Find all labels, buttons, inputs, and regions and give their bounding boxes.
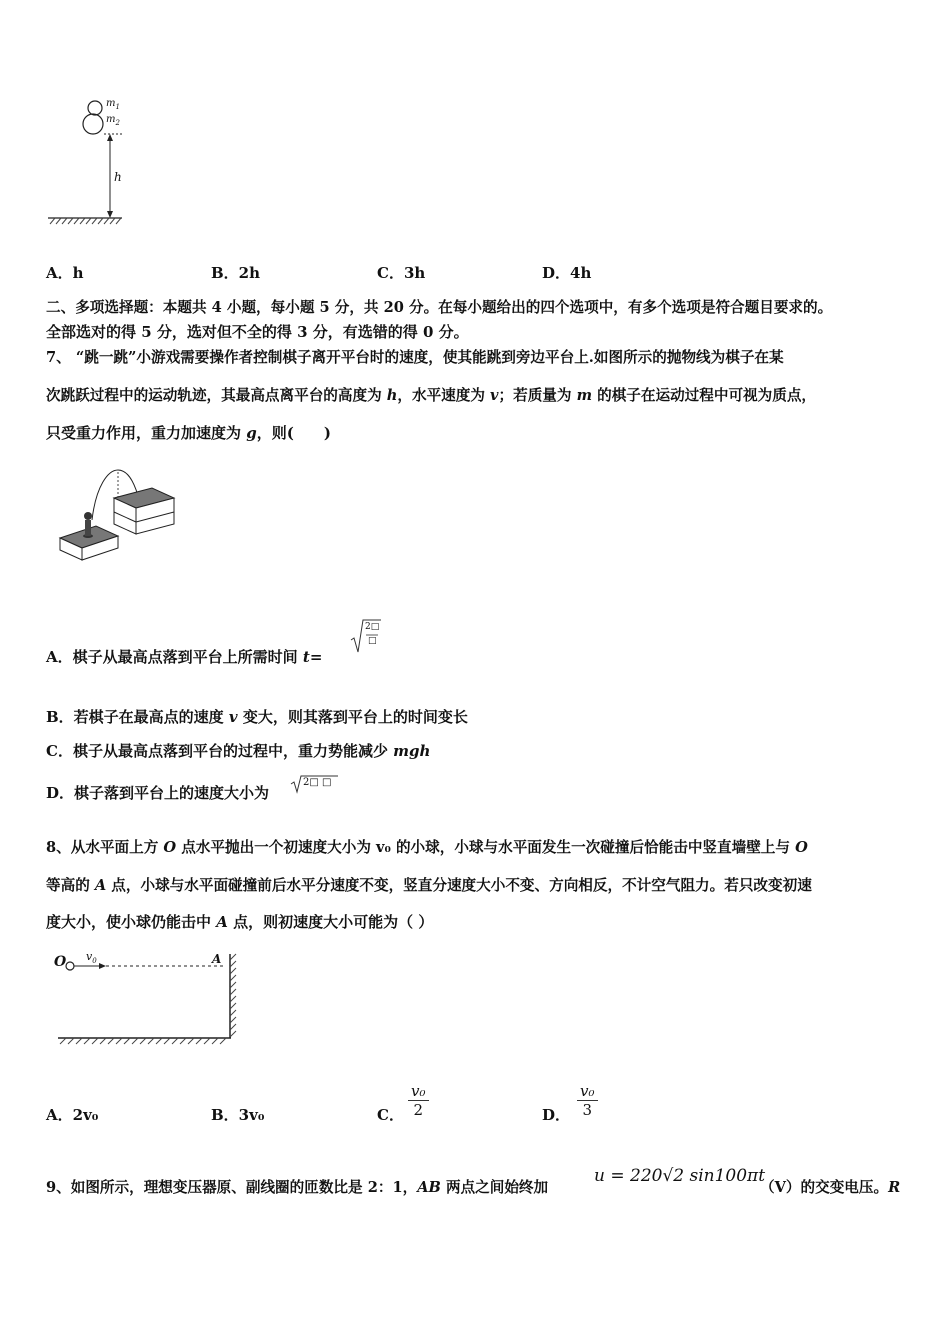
q8-line3: 度大小，使小球仍能击中 A 点，则初速度大小可能为（ ） <box>46 913 434 931</box>
q7-option-d-sqrt: 2□ □ <box>290 774 340 794</box>
q9-formula: u = 220√2 sin100πt <box>594 1166 766 1186</box>
piece-head <box>84 512 92 520</box>
wall-hatch <box>230 954 236 1037</box>
q9-line1: 9、如图所示，理想变压器原、副线圈的匝数比是 2：1，AB 两点之间始终加 <box>46 1179 549 1196</box>
ball-m1 <box>88 101 102 115</box>
label-o: O <box>54 954 67 970</box>
ground-hatch <box>50 218 121 224</box>
q6-option-a: A．h <box>46 264 84 282</box>
q7-option-a-sqrt: 2□ □ <box>350 618 382 654</box>
ball <box>66 962 74 970</box>
q8-line2: 等高的 A 点，小球与水平面碰撞前后水平分速度不变，竖直分速度大小不变、方向相反，不计空气阻力。若只改变初速 <box>46 877 812 894</box>
label-a: A <box>212 952 222 966</box>
q8-option-b: B．3v₀ <box>211 1106 265 1124</box>
q6-option-b: B．2h <box>211 264 261 282</box>
arrow-head-top <box>107 134 113 141</box>
q6-option-c: C．3h <box>377 264 426 282</box>
section2-line2: 全部选对的得 5 分，选对但不全的得 3 分，有选错的得 0 分。 <box>46 323 469 341</box>
q8-option-d-frac: $\frac{\text{v₀}}{3}$ <box>577 1082 598 1119</box>
q7-figure <box>56 466 186 562</box>
q8-option-d: D． <box>542 1106 571 1124</box>
q8-option-a: A．2v₀ <box>46 1106 99 1124</box>
ball-m2 <box>83 114 103 134</box>
arrow-head-bottom <box>107 211 113 218</box>
q7-option-b: B．若棋子在最高点的速度 v 变大，则其落到平台上的时间变长 <box>46 708 468 726</box>
q8-line1: 8、从水平面上方 O 点水平抛出一个初速度大小为 v₀ 的小球，小球与水平面发生一次碰撞后恰能击中竖直墙壁上与 O <box>46 839 808 856</box>
piece-body <box>85 520 91 536</box>
label-m2: $m_2$ <box>106 114 120 127</box>
ground-hatch <box>60 1038 226 1044</box>
q7-figure-svg <box>56 466 186 562</box>
label-v0: $v_0$ <box>86 950 97 966</box>
q7-line2: 次跳跃过程中的运动轨迹，其最高点离平台的高度为 h，水平速度为 v；若质量为 m 的棋子在运动过程中可视为质点， <box>46 387 817 404</box>
q8-figure <box>50 948 250 1048</box>
q7-option-a: A．棋子从最高点落到平台上所需时间 t= <box>46 648 323 666</box>
q9-line1-tail: （V）的交变电压。R <box>760 1179 901 1196</box>
q7-line3: 只受重力作用，重力加速度为 g，则( ) <box>46 424 331 442</box>
q6-option-d: D．4h <box>542 264 592 282</box>
label-m1: $m_1$ <box>106 98 120 111</box>
q8-option-c-frac: $\frac{\text{v₀}}{2}$ <box>408 1082 429 1119</box>
q6-figure <box>44 96 184 230</box>
q8-option-c: C． <box>377 1106 404 1124</box>
label-h: h <box>114 170 122 184</box>
q7-option-c: C．棋子从最高点落到平台的过程中，重力势能减少 mgh <box>46 742 431 760</box>
section2-line1: 二、多项选择题：本题共 4 小题，每小题 5 分，共 20 分。在每小题给出的四个选项中，有多个选项是符合题目要求的。 <box>46 299 833 316</box>
q7-line1: 7、 “跳一跳”小游戏需要操作者控制棋子离开平台时的速度，使其能跳到旁边平台上.如图所示的抛物线为棋子在某 <box>46 349 784 366</box>
q7-option-d: D．棋子落到平台上的速度大小为 <box>46 784 270 802</box>
